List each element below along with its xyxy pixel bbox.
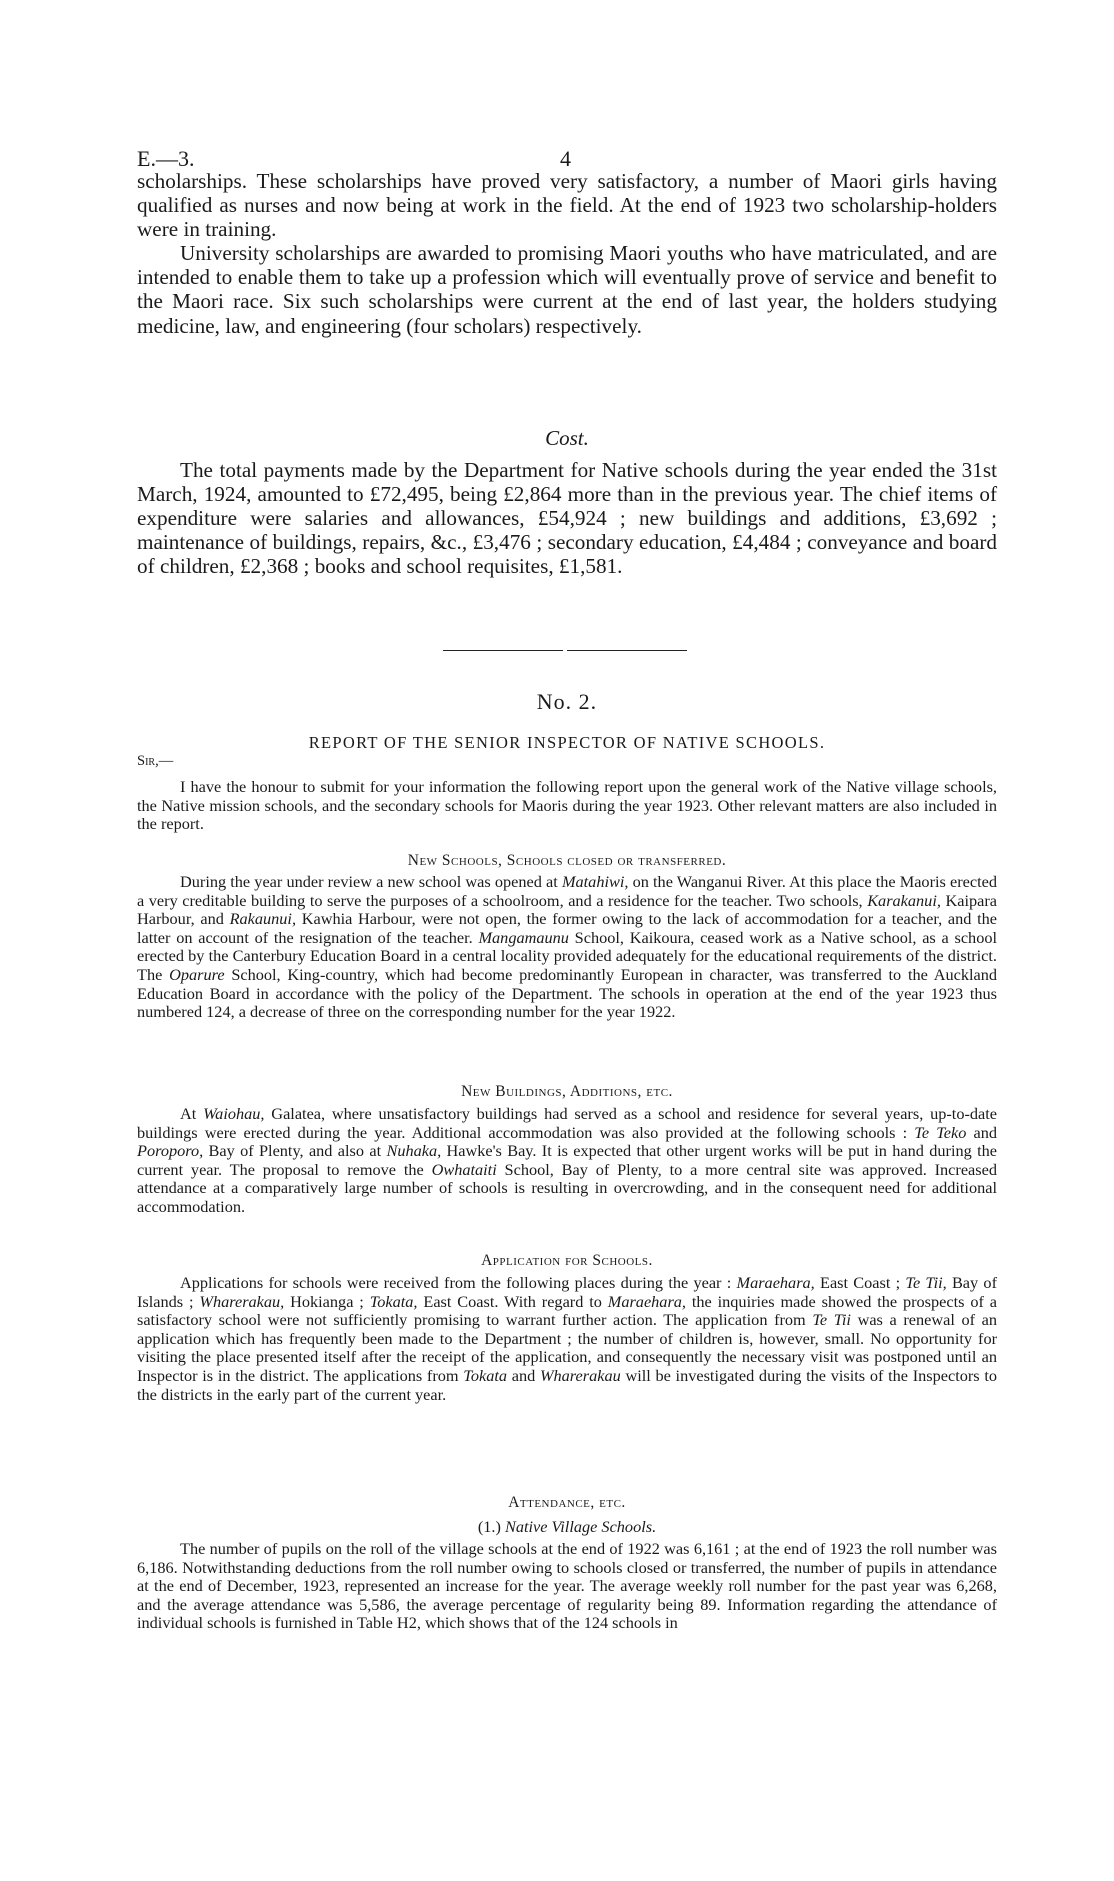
attendance-section <box>137 1540 997 1633</box>
salutation: Sir,— <box>137 753 174 769</box>
new-buildings-heading: New Buildings, Additions, etc. <box>461 1083 673 1100</box>
report-title: REPORT OF THE SENIOR INSPECTOR OF NATIVE SCHOOLS. <box>308 733 826 752</box>
cost-paragraph: The total payments made by the Department for Native schools during the year ended the 31st March, 1924, amounted to £72,495, being £2,864 more than in the previous year. The chief items of expenditure were salaries and allowances, £54,924 ; new buildings and additions, £3,692 ; maintenance of buildings, repairs, &c., £3,476 ; secondary education, £4,484 ; conveyance and board of children, £2,368 ; books and school requisites, £1,581. <box>137 458 997 579</box>
report-intro-paragraph: I have the honour to submit for your information the following report upon the general work of the Native village schools, the Native mission schools, and the secondary schools for Maoris during the year 1923. Other relevant matters are also included in the report. <box>137 777 997 834</box>
report-number: No. 2. <box>536 689 598 714</box>
new-schools-paragraph: During the year under review a new school was opened at Matahiwi, on the Wanganui River. At this place the Maoris erected a very creditable building to serve the purposes of a schoolroom, and a residence for the teacher. Two schools, Karakanui, Kaipara Harbour, and Rakaunui, Kawhia Harbour, were not open, the former owing to the lack of accommodation for a teacher, and the latter on account of the resignation of the teacher. Mangamaunu School, Kaikoura, ceased work as a Native school, as a school erected by the Canterbury Education Board in a central locality provided adequately for the educational requirements of the district. The Oparure School, King-country, which had become predominantly European in character, was transferred to the Auckland Education Board in accordance with the policy of the Department. The schools in operation at the end of the year 1923 thus numbered 124, a decrease of three on the corresponding number for the year 1922. <box>137 872 997 1022</box>
cost-heading: Cost. <box>545 426 589 450</box>
intro-paragraph-2: University scholarships are awarded to promising Maori youths who have matriculated, and are intended to enable them to take up a profession which will eventually prove of service and benefit to the Maori race. Six such scholarships were current at the end of last year, the holders studying medicine, law, and engineering (four scholars) respectively. <box>137 241 997 338</box>
applications-paragraph: Applications for schools were received from the following places during the year : Maraehara, East Coast ; Te Tii, Bay of Islands ; Wharerakau, Hokianga ; Tokata, East Coast. With regard to Maraehara, the inquiries made showed the prospects of a satisfactory school were not sufficiently promising to warrant further action. The application from Te Tii was a renewal of an application which has frequently been made to the Department ; the number of children is, however, small. No opportunity for visiting the place presented itself after the receipt of the application, and consequently the necessary visit was postponed until an Inspector is in the district. The applications from Tokata and Wharerakau will be investigated during the visits of the Inspectors to the districts in the early part of the current year. <box>137 1273 998 1404</box>
document-reference: E.—3. <box>137 146 195 171</box>
intro-paragraph-1: scholarships. These scholarships have proved very satisfactory, a number of Maori girls having qualified as nurses and now being at work in the field. At the end of 1923 two scholarship-holders were in training. <box>137 169 997 242</box>
report-intro <box>137 778 997 834</box>
intro-section <box>137 169 997 338</box>
divider-rule-left <box>443 650 563 651</box>
new-schools-section <box>137 873 997 1022</box>
new-schools-heading: New Schools, Schools closed or transferred. <box>407 852 727 869</box>
attendance-paragraph: The number of pupils on the roll of the village schools at the end of 1922 was 6,161 ; at the end of 1923 the roll number was 6,186. Notwithstanding deductions from the roll number owing to schools closed or transferred, the number of pupils in attendance at the end of December, 1923, represented an increase for the year. The average weekly roll number for the past year was 6,268, and the average attendance was 5,586, the average percentage of regularity being 89. Information regarding the attendance of individual schools is furnished in Table H2, which shows that of the 124 schools in <box>137 1539 997 1633</box>
new-buildings-section <box>137 1105 997 1217</box>
applications-heading: Application for Schools. <box>481 1252 653 1269</box>
divider-rule-right <box>567 650 687 651</box>
page-number: 4 <box>560 146 571 171</box>
cost-section <box>137 458 997 578</box>
new-buildings-paragraph: At Waiohau, Galatea, where unsatisfactory buildings had served as a school and residence for several years, up-to-date buildings were erected during the year. Additional accommodation was also provided at the following schools : Te Teko and Poroporo, Bay of Plenty, and also at Nuhaka, Hawke's Bay. It is expected that other urgent works will be put in hand during the current year. The proposal to remove the Owhataiti School, Bay of Plenty, to a more central site was approved. Increased attendance at a comparatively large number of schools is resulting in overcrowding, and in the consequent need for additional accommodation. <box>137 1104 998 1216</box>
applications-section <box>137 1274 997 1404</box>
attendance-subheading: (1.) Native Village Schools. <box>477 1517 657 1536</box>
attendance-heading: Attendance, etc. <box>508 1494 626 1511</box>
